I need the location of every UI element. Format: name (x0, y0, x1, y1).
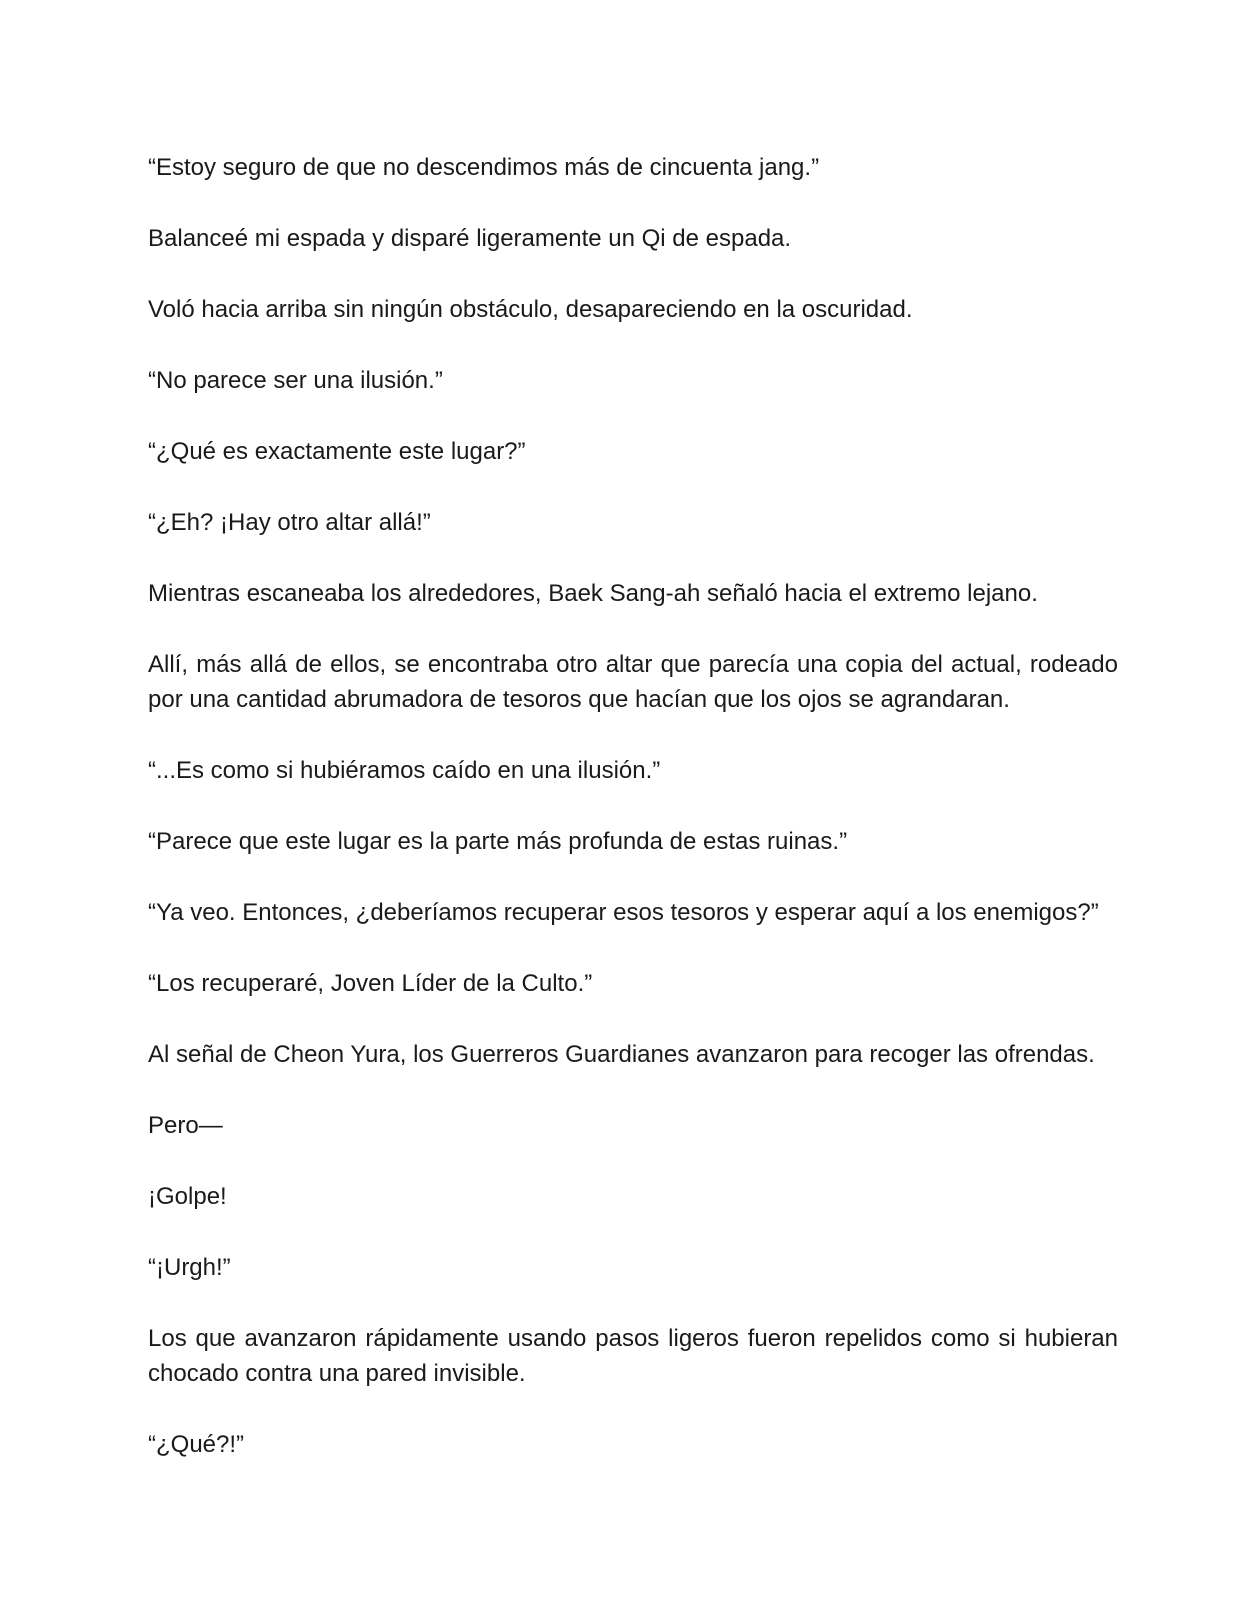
paragraph: Pero— (148, 1112, 223, 1139)
paragraph: Voló hacia arriba sin ningún obstáculo, desapareciendo en la oscuridad. (148, 296, 913, 323)
paragraph: Balanceé mi espada y disparé ligeramente un Qi de espada. (148, 225, 792, 252)
paragraph: “¡Urgh!” (148, 1254, 231, 1281)
paragraph: “¿Qué es exactamente este lugar?” (148, 438, 526, 465)
paragraph: ¡Golpe! (148, 1183, 227, 1210)
paragraph: “Estoy seguro de que no descendimos más de cincuenta jang.” (148, 154, 820, 181)
paragraph: “Los recuperaré, Joven Líder de la Culto.” (148, 970, 593, 997)
paragraph: “Parece que este lugar es la parte más profunda de estas ruinas.” (148, 828, 848, 855)
paragraph: “¿Qué?!” (148, 1431, 245, 1458)
document-page (148, 150, 1118, 1498)
paragraph: “No parece ser una ilusión.” (148, 367, 443, 394)
paragraph: Mientras escaneaba los alrededores, Baek Sang-ah señaló hacia el extremo lejano. (148, 580, 1038, 607)
paragraph: “...Es como si hubiéramos caído en una ilusión.” (148, 757, 661, 784)
paragraph: “Ya veo. Entonces, ¿deberíamos recuperar esos tesoros y esperar aquí a los enemigos?” (148, 899, 1099, 926)
paragraph: Los que avanzaron rápidamente usando pasos ligeros fueron repelidos como si hubieran chocado contra una pared invisible. (148, 1325, 1118, 1387)
paragraph: “¿Eh? ¡Hay otro altar allá!” (148, 509, 431, 536)
paragraph: Allí, más allá de ellos, se encontraba otro altar que parecía una copia del actual, rodeado por una cantidad abrumadora de tesoros que hacían que los ojos se agrandaran. (148, 651, 1118, 713)
paragraph: Al señal de Cheon Yura, los Guerreros Guardianes avanzaron para recoger las ofrendas. (148, 1041, 1095, 1068)
